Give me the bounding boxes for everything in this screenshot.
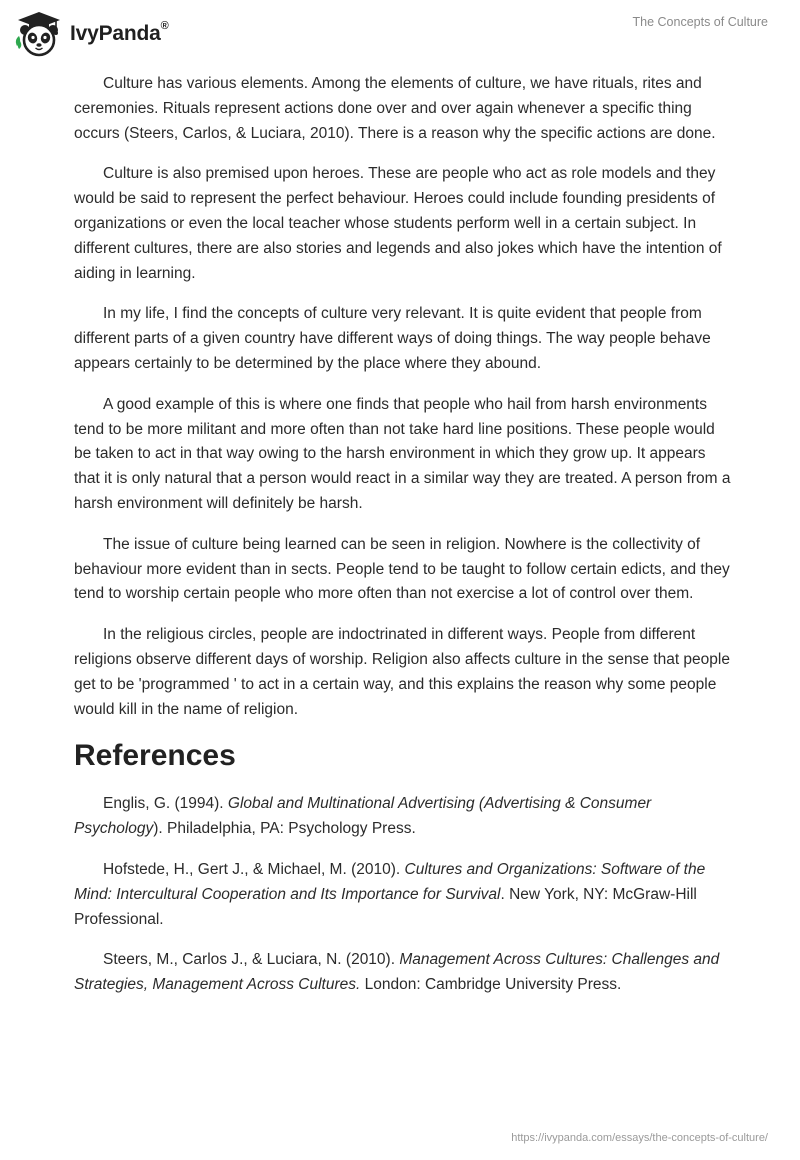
- reference-authors: Steers, M., Carlos J., & Luciara, N. (2010).: [103, 951, 400, 969]
- source-url[interactable]: https://ivypanda.com/essays/the-concepts-of-culture/: [511, 1132, 768, 1144]
- body-paragraph: Culture is also premised upon heroes. These are people who act as role models and they would be said to represent the perfect behaviour. Heroes could include founding presidents of organizations or even the local teacher whose students perform well in a certain subject. In different cultures, there are also stories and legends and also jokes which have the intention of aiding in learning.: [74, 165, 722, 282]
- brand-name: IvyPanda®: [70, 20, 169, 45]
- reference-publisher: London: Cambridge University Press.: [360, 976, 622, 994]
- body-paragraph: A good example of this is where one finds that people who hail from harsh environments tend to be more militant and more often than not take hard line positions. These people would be taken to act in that way owing to the harsh environment in which they grow up. It appears that it is only natural that a person would react in a similar way they are treated. A person from a harsh environment will definitely be harsh.: [74, 395, 731, 512]
- reference-item: [74, 792, 734, 842]
- reference-authors: Hofstede, H., Gert J., & Michael, M. (2010).: [103, 860, 405, 878]
- body-paragraph: The issue of culture being learned can be seen in religion. Nowhere is the collectivity of behaviour more evident than in sects. People tend to be taught to follow certain edicts, and they tend to worship certain people who more often than not exercise a lot of control over them.: [74, 535, 730, 603]
- brand-logo[interactable]: [14, 8, 169, 58]
- reference-item: [74, 858, 734, 932]
- body-paragraph: In my life, I find the concepts of culture very relevant. It is quite evident that people from different parts of a given country have different ways of doing things. The way people behave appears certainly to be determined by the place where they abound.: [74, 305, 711, 372]
- reference-publisher: ). Philadelphia, PA: Psychology Press.: [153, 820, 416, 838]
- panda-graduate-icon: [14, 8, 64, 58]
- document-title: The Concepts of Culture: [632, 15, 768, 29]
- page-header: [0, 0, 800, 66]
- body-paragraph: Culture has various elements. Among the elements of culture, we have rituals, rites and ceremonies. Rituals represent actions done over and over again whenever a specific thing occurs (Steers, Carlos, & Luciara, 2010). There is a reason why the specific actions are done.: [74, 75, 716, 142]
- reference-title: Management Across Cultures: Challenges and Strategies, Management Across Cultures.: [74, 951, 720, 994]
- reference-authors: Englis, G. (1994).: [103, 795, 228, 813]
- reference-title: Global and Multinational Advertising (Advertising & Consumer Psychology: [74, 795, 652, 838]
- reference-title: Cultures and Organizations: Software of the Mind: Intercultural Cooperation and Its Importance for Survival: [74, 860, 706, 903]
- body-paragraph: In the religious circles, people are indoctrinated in different ways. People from different religions observe different days of worship. Religion also affects culture in the sense that people get to be 'programmed ' to act in a certain way, and this explains the reason why some people would kill in the name of religion.: [74, 626, 730, 718]
- reference-item: [74, 948, 734, 998]
- essay-content: [74, 72, 734, 1014]
- reference-publisher: . New York, NY: McGraw-Hill Professional.: [74, 885, 697, 928]
- references-heading: References: [74, 739, 236, 773]
